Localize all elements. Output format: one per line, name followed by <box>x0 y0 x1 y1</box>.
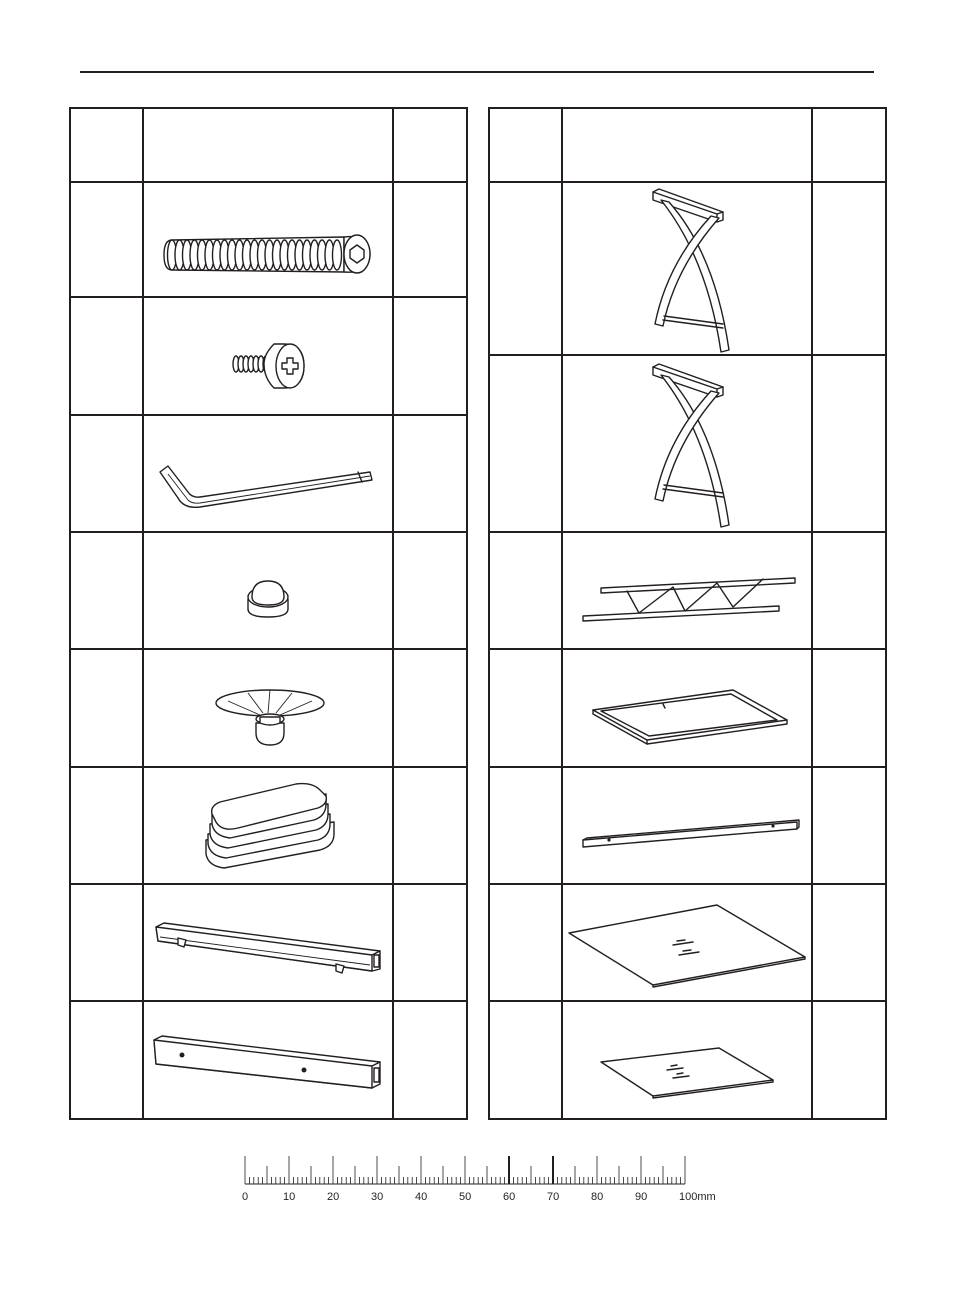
part-image-cell <box>143 767 393 884</box>
part-qty-cell <box>393 1001 467 1119</box>
part-qty-cell <box>393 297 467 415</box>
part-qty-header <box>812 108 886 182</box>
part-image-header <box>143 108 393 182</box>
drilled-rail-icon <box>148 1010 388 1110</box>
support-bar-icon <box>567 776 807 876</box>
ladder-brace-icon <box>567 541 807 641</box>
table-row <box>489 182 886 355</box>
x-leg-frame-icon <box>567 184 807 354</box>
felt-pads-icon <box>148 770 388 882</box>
frame-parts-table <box>488 107 887 1120</box>
table-row <box>70 649 467 767</box>
part-image-cell <box>562 1001 812 1119</box>
part-image-cell <box>562 532 812 649</box>
part-qty-cell <box>393 532 467 649</box>
rectangular-frame-icon <box>567 658 807 758</box>
bracket-rail-icon <box>148 893 388 993</box>
ruler-label: 40 <box>415 1191 428 1203</box>
part-image-cell <box>562 182 812 355</box>
hex-socket-bolt-icon <box>148 190 388 290</box>
part-qty-cell <box>393 182 467 297</box>
x-leg-frame-icon <box>567 359 807 529</box>
table-row <box>70 532 467 649</box>
part-letter-header <box>70 108 143 182</box>
table-row <box>489 532 886 649</box>
ruler-label: 30 <box>371 1191 384 1203</box>
part-letter-cell <box>70 532 143 649</box>
ruler-label: 90 <box>635 1191 648 1203</box>
part-letter-cell <box>70 1001 143 1119</box>
part-qty-cell <box>393 767 467 884</box>
hardware-parts-table <box>69 107 468 1120</box>
part-qty-cell <box>812 532 886 649</box>
part-qty-cell <box>812 182 886 355</box>
part-image-cell <box>143 532 393 649</box>
part-image-cell <box>143 182 393 297</box>
part-letter-cell <box>70 182 143 297</box>
part-letter-cell <box>70 415 143 532</box>
phillips-screw-icon <box>148 306 388 406</box>
part-qty-cell <box>812 767 886 884</box>
part-qty-cell <box>393 415 467 532</box>
ruler-label: 0 <box>242 1191 249 1203</box>
part-image-cell <box>143 297 393 415</box>
part-letter-cell <box>489 767 562 884</box>
part-image-cell <box>562 649 812 767</box>
part-qty-header <box>393 108 467 182</box>
part-letter-header <box>489 108 562 182</box>
ruler-label: 100mm <box>679 1191 716 1203</box>
part-letter-cell <box>489 182 562 355</box>
part-image-cell <box>562 884 812 1001</box>
part-letter-cell <box>70 767 143 884</box>
table-row <box>70 415 467 532</box>
part-image-cell <box>562 767 812 884</box>
allen-key-icon <box>148 424 388 524</box>
table-row <box>70 182 467 297</box>
ruler-label: 10 <box>283 1191 296 1203</box>
part-qty-cell <box>812 355 886 532</box>
part-image-cell <box>143 649 393 767</box>
header-rule <box>80 71 874 73</box>
table-header-row <box>489 108 886 182</box>
table-row <box>70 297 467 415</box>
large-glass-panel-icon <box>567 893 807 993</box>
part-letter-cell <box>489 355 562 532</box>
table-row <box>489 355 886 532</box>
part-image-header <box>562 108 812 182</box>
ruler-label: 60 <box>503 1191 516 1203</box>
ruler-label: 20 <box>327 1191 340 1203</box>
table-row <box>70 767 467 884</box>
part-letter-cell <box>489 649 562 767</box>
table-row <box>489 884 886 1001</box>
part-qty-cell <box>812 1001 886 1119</box>
ruler-label: 50 <box>459 1191 472 1203</box>
table-row <box>70 1001 467 1119</box>
part-letter-cell <box>70 649 143 767</box>
table-row <box>489 767 886 884</box>
part-letter-cell <box>70 297 143 415</box>
part-image-cell <box>143 415 393 532</box>
table-header-row <box>70 108 467 182</box>
part-image-cell <box>143 1001 393 1119</box>
round-cap-icon <box>148 541 388 641</box>
part-letter-cell <box>489 1001 562 1119</box>
table-row <box>70 884 467 1001</box>
part-letter-cell <box>70 884 143 1001</box>
part-qty-cell <box>393 884 467 1001</box>
small-glass-panel-icon <box>567 1010 807 1110</box>
table-row <box>489 1001 886 1119</box>
part-qty-cell <box>812 884 886 1001</box>
ruler-label: 80 <box>591 1191 604 1203</box>
part-qty-cell <box>812 649 886 767</box>
millimeter-ruler <box>236 1150 736 1210</box>
part-letter-cell <box>489 884 562 1001</box>
part-image-cell <box>562 355 812 532</box>
part-image-cell <box>143 884 393 1001</box>
part-letter-cell <box>489 532 562 649</box>
part-qty-cell <box>393 649 467 767</box>
suction-cup-icon <box>148 653 388 763</box>
table-row <box>489 649 886 767</box>
ruler-label: 70 <box>547 1191 560 1203</box>
